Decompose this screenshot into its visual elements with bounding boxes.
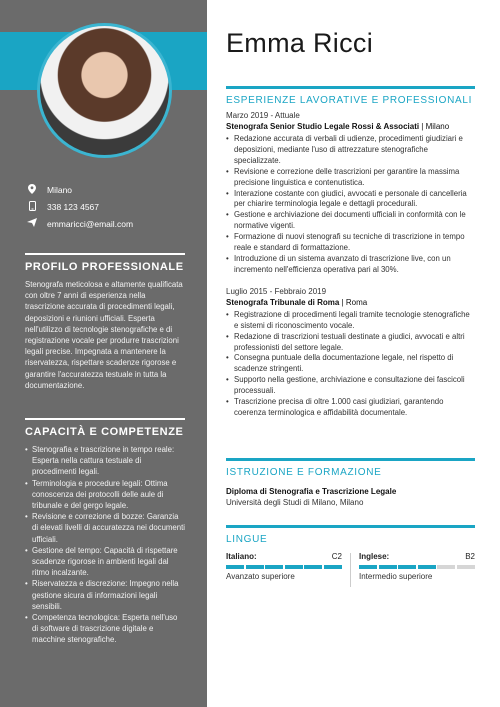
experience-divider — [226, 86, 475, 89]
language-english — [359, 551, 475, 587]
language-name: Inglese: — [358, 552, 390, 561]
experience-section — [226, 86, 475, 419]
skill-item: • Stenografia e trascrizione in tempo reale: Esperta nella cattura testuale di procedimenti legali. — [25, 444, 185, 478]
profile-text: Stenografa meticolosa e altamente qualificata con oltre 7 anni di esperienza nella trascrizione accurata di procedimenti legali, deposizioni e riunioni ufficiali. Esperta nell'utilizzo di tecnologie stenografiche e di registrazione vocale per produrre trascrizioni legali precise. Impegnata a mantenere la riservatezza, rispettare scadenze rigorose e garantire l'accuratezza testuale in tutta la documentazione. — [25, 280, 183, 390]
language-level-segment — [398, 565, 416, 569]
contact-location-text: Milano — [47, 184, 73, 195]
job-bullet: • Revisione e correzione delle trascrizioni per garantire la massima precisione linguistica e contenutistica. — [226, 167, 475, 189]
language-level-segment — [418, 565, 436, 569]
job-bullet: • Redazione di trascrizioni testuali destinate a giudici, avvocati e altri professionisti del settore legale. — [226, 332, 475, 354]
job-entry — [226, 286, 475, 419]
skills-list — [25, 444, 185, 646]
job-bullet: • Supporto nella gestione, archiviazione e consultazione dei fascicoli processuali. — [226, 375, 475, 397]
skill-item: • Competenza tecnologica: Esperta nell'uso di software di trascrizione digitale e macchine stenografiche. — [25, 612, 185, 646]
contact-list — [25, 181, 195, 232]
skill-item: • Riservatezza e discrezione: Impegno nella gestione sicura di informazioni legali sensibili. — [25, 578, 185, 612]
languages-divider — [226, 525, 475, 528]
skill-item: • Terminologia e procedure legali: Ottima conoscenza dei protocolli delle aule di tribunale e del gergo legale. — [25, 478, 185, 512]
language-level-segment — [304, 565, 322, 569]
language-level-segment — [246, 565, 264, 569]
person-name: Emma Ricci — [226, 28, 374, 58]
language-level-segment — [457, 565, 475, 569]
job-entry — [226, 110, 475, 276]
job-location: | Milano — [419, 122, 450, 131]
profile-divider — [25, 253, 185, 255]
language-head — [359, 551, 475, 562]
languages-row — [226, 551, 475, 587]
skill-item: • Gestione del tempo: Capacità di rispettare scadenze rigorose in ambienti legali dal ritmo incalzante. — [25, 545, 185, 579]
languages-title: LINGUE — [226, 534, 268, 545]
skills-section — [25, 418, 185, 646]
job-role — [226, 121, 475, 132]
job-bullet: • Redazione accurata di verbali di udienze, procedimenti giudiziari e deposizioni, mediante l'uso di attrezzature stenografiche specializzate. — [226, 134, 475, 167]
profile-photo — [37, 23, 172, 158]
send-icon — [25, 218, 39, 229]
language-divider — [350, 553, 351, 587]
job-title: Stenografa Tribunale di Roma — [226, 297, 340, 307]
job-bullet: • Formazione di nuovi stenografi su tecniche di trascrizione in tempo reale e standard di formattazione. — [226, 232, 475, 254]
job-bullet: • Registrazione di procedimenti legali tramite tecnologie stenografiche e sistemi di riconoscimento vocale. — [226, 310, 475, 332]
language-italian — [226, 551, 342, 587]
education-degree: Diploma di Stenografia e Trascrizione Legale — [226, 487, 397, 496]
contact-phone — [25, 198, 195, 215]
language-level-segment — [324, 565, 342, 569]
education-divider — [226, 458, 475, 461]
skills-divider — [25, 418, 185, 420]
location-icon — [25, 184, 39, 196]
skills-title: CAPACITÀ E COMPETENZE — [25, 426, 184, 438]
language-code: B2 — [465, 552, 475, 561]
sidebar — [0, 0, 207, 707]
profile-section — [25, 253, 185, 391]
language-level-segment — [359, 565, 377, 569]
contact-phone-text: 338 123 4567 — [47, 201, 99, 212]
job-bullet: • Consegna puntuale della documentazione legale, nel rispetto di scadenze stringenti. — [226, 353, 475, 375]
language-level-segment — [437, 565, 455, 569]
education-section — [226, 458, 475, 508]
language-name: Italiano: — [226, 552, 257, 561]
language-level: Intermedio superiore — [358, 572, 433, 581]
language-level-segment — [226, 565, 244, 569]
job-bullet: • Introduzione di un sistema avanzato di trascrizione live, con un incremento nell'efficienza operativa pari al 30%. — [226, 254, 475, 276]
contact-email-text[interactable]: emmaricci@email.com — [47, 218, 134, 229]
profile-title: PROFILO PROFESSIONALE — [25, 261, 184, 273]
language-level-segment — [285, 565, 303, 569]
job-bullets — [226, 310, 475, 419]
skill-item: • Revisione e correzione di bozze: Garanzia di elevati livelli di accuratezza nei documenti ufficiali. — [25, 511, 185, 545]
job-location: | Roma — [339, 297, 368, 307]
language-code: C2 — [331, 552, 343, 561]
language-head — [226, 551, 342, 562]
job-date: Marzo 2019 - Attuale — [226, 111, 300, 120]
language-level-segment — [379, 565, 397, 569]
job-date: Luglio 2015 - Febbraio 2019 — [226, 286, 327, 296]
contact-email[interactable] — [25, 215, 195, 232]
job-role — [226, 297, 475, 308]
job-bullets — [226, 134, 475, 276]
job-bullet: • Gestione e archiviazione dei documenti ufficiali in conformità con le normative vigenti. — [226, 210, 475, 232]
language-level: Avanzato superiore — [226, 572, 295, 581]
languages-section — [226, 525, 475, 587]
job-bullet: • Interazione costante con giudici, avvocati e personale di cancelleria per chiarire terminologia legale e dettagli procedurali. — [226, 189, 475, 211]
education-school: Università degli Studi di Milano, Milano — [226, 498, 364, 507]
job-title: Stenografa Senior Studio Legale Rossi & Associati — [226, 122, 420, 131]
phone-icon — [25, 201, 39, 213]
education-title: ISTRUZIONE E FORMAZIONE — [226, 467, 382, 478]
language-level-bar — [226, 565, 342, 569]
language-level-bar — [359, 565, 475, 569]
contact-location — [25, 181, 195, 198]
experience-title: ESPERIENZE LAVORATIVE E PROFESSIONALI — [226, 95, 473, 106]
job-bullet: • Trascrizione precisa di oltre 1.000 casi giudiziari, garantendo coerenza terminologica e affidabilità documentale. — [226, 397, 475, 419]
language-level-segment — [265, 565, 283, 569]
